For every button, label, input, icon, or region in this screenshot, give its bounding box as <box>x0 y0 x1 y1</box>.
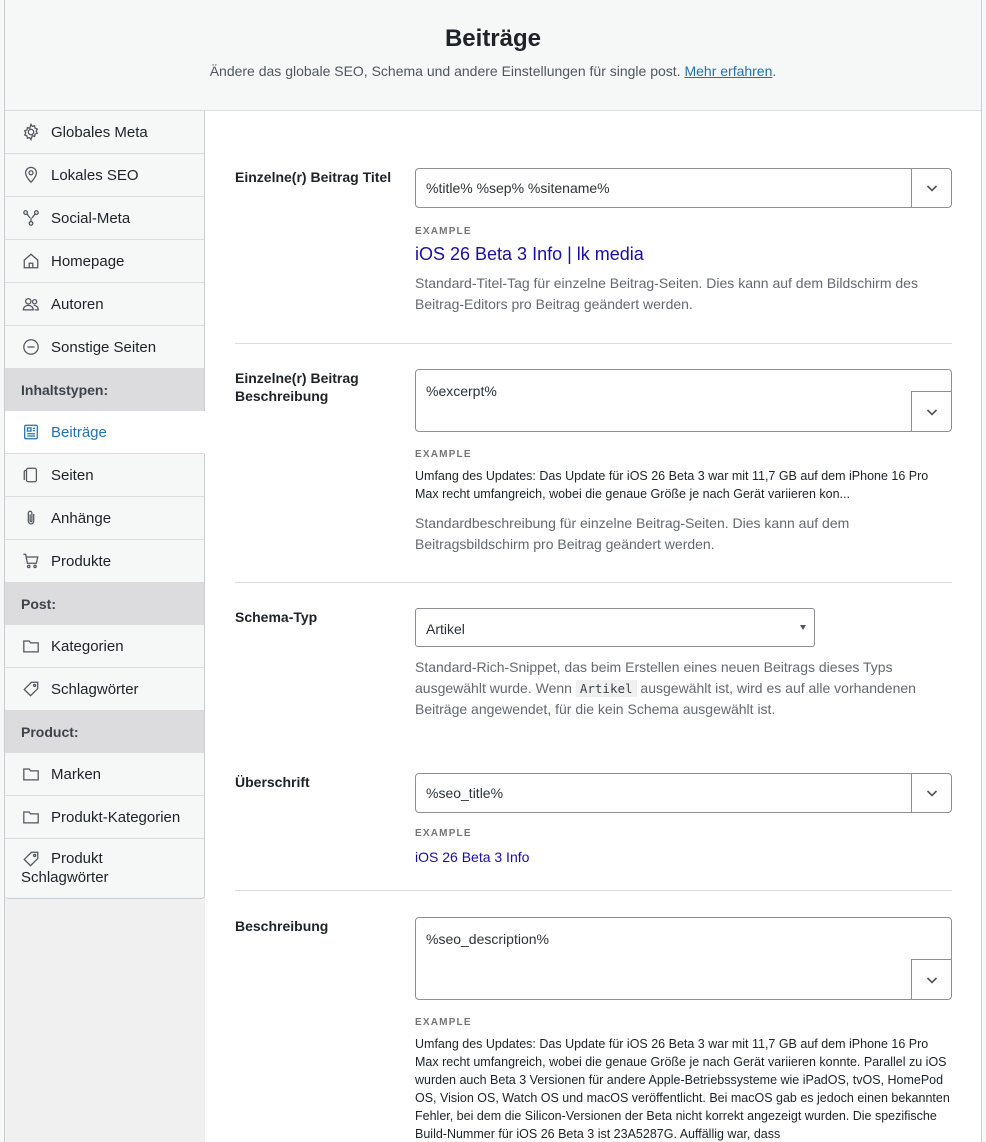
page-icon <box>21 465 41 485</box>
divider <box>235 582 952 583</box>
field-label: Einzelne(r) Beitrag Titel <box>235 169 392 185</box>
post-icon <box>21 422 41 442</box>
sidebar-item-product-categories[interactable] <box>5 796 204 839</box>
field-seo-description <box>415 917 952 1142</box>
example-label: EXAMPLE <box>415 828 472 839</box>
map-pin-icon <box>21 165 41 185</box>
field-schema <box>415 608 952 720</box>
sidebar-item-homepage[interactable] <box>5 240 204 283</box>
headline-input[interactable]: %seo_title% <box>415 773 952 813</box>
example-label: EXAMPLE <box>415 449 472 460</box>
example-description: Umfang des Updates: Das Update für iOS 26 Beta 3 war mit 11,7 GB auf dem iPhone 16 Pro Max recht umfangreich, wobei die genaue Größe je nach Gerät variieren kon... <box>415 469 929 501</box>
page-subtitle: Ändere das globale SEO, Schema und andere Einstellungen für single post. Mehr erfahren. <box>209 63 777 79</box>
sidebar-heading-product: Product: <box>5 711 204 753</box>
sidebar-item-other-pages[interactable] <box>5 326 204 369</box>
field-label: Beschreibung <box>235 918 329 934</box>
chevron-down-icon[interactable] <box>911 169 951 207</box>
tag-icon <box>21 679 41 699</box>
field-label: Einzelne(r) Beitrag Beschreibung <box>235 370 359 404</box>
sidebar-item-attachments[interactable] <box>5 497 204 540</box>
sidebar-item-pages[interactable] <box>5 454 204 497</box>
sidebar-item-tags[interactable] <box>5 668 204 711</box>
field-description: Standard-Rich-Snippet, das beim Erstellen eines neuen Beitrags dieses Typs ausgewählt wurde. Wenn Artikel ausgewählt ist, wird es auf alle vorhandenen Beiträge angewendet, für die kein Schema ausgewählt ist. <box>415 659 916 717</box>
chevron-down-icon[interactable] <box>911 391 951 431</box>
sidebar-item-label: Kategorien <box>51 637 124 655</box>
sidebar-item-categories[interactable] <box>5 625 204 668</box>
caret-down-icon <box>800 625 806 630</box>
sidebar-item-label: Beiträge <box>51 423 107 441</box>
sidebar-item-label: Lokales SEO <box>51 166 139 184</box>
sidebar-item-social-meta[interactable] <box>5 197 204 240</box>
circle-icon <box>21 337 41 357</box>
cart-icon <box>21 551 41 571</box>
example-description: Umfang des Updates: Das Update für iOS 26 Beta 3 war mit 11,7 GB auf dem iPhone 16 Pro Max recht umfangreich, wobei die genaue Größe je nach Gerät variieren konnte. Parallel zu iOS wurden auch Beta 3 Versionen für andere Apple-Betriebssysteme wie iPadOS, tvOS, HomePod OS, Vision OS, Watch OS und macOS veröffentlicht. Bei macOS gab es jedoch einen bekannten Fehler, bei dem die Silicon-Versionen der Beta nicht korrekt angezeigt wurden. Die spezifische Build-Nummer für iOS 26 Beta 3 ist 23A5287G. Auffällig war, dass <box>415 1037 950 1141</box>
paperclip-icon <box>21 508 41 528</box>
sidebar-item-brands[interactable] <box>5 753 204 796</box>
folder-icon <box>21 764 41 784</box>
page-header <box>5 0 981 111</box>
settings-panel <box>4 0 982 1142</box>
sidebar-nav <box>5 111 205 899</box>
field-description: Standard-Titel-Tag für einzelne Beitrag-Seiten. Dies kann auf dem Bildschirm des Beitrag-Editors pro Beitrag geändert werden. <box>415 275 918 312</box>
sidebar-item-local-seo[interactable] <box>5 154 204 197</box>
field-description: Standardbeschreibung für einzelne Beitrag-Seiten. Dies kann auf dem Beitragsbildschirm pro Beitrag geändert werden. <box>415 515 850 552</box>
field-title <box>415 168 952 315</box>
sidebar-item-posts[interactable] <box>5 411 205 454</box>
description-input[interactable]: %excerpt% <box>415 369 952 432</box>
sidebar-item-global-meta[interactable] <box>5 111 204 154</box>
sidebar-item-label: Marken <box>51 765 102 783</box>
sidebar-item-label: Produkte <box>51 552 112 570</box>
gear-icon <box>21 122 41 142</box>
sidebar-item-label: Anhänge <box>51 509 112 527</box>
example-label: EXAMPLE <box>415 1017 472 1028</box>
sidebar-item-label: Produkt-Kategorien <box>51 808 181 826</box>
sidebar-heading-post: Post: <box>5 583 204 625</box>
settings-content <box>205 111 981 1142</box>
field-headline <box>415 773 952 865</box>
title-input[interactable]: %title% %sep% %sitename% <box>415 168 952 208</box>
schema-code: Artikel <box>576 680 637 697</box>
field-label: Schema-Typ <box>235 609 318 625</box>
field-description-group <box>415 369 952 555</box>
divider <box>235 890 952 891</box>
sidebar-item-label: Globales Meta <box>51 123 148 141</box>
example-title: iOS 26 Beta 3 Info | lk media <box>415 244 644 264</box>
share-icon <box>21 208 41 228</box>
page-title: Beiträge <box>444 25 542 52</box>
sidebar-item-label: Autoren <box>51 295 104 313</box>
seo-description-input[interactable]: %seo_description% <box>415 917 952 1000</box>
sidebar-item-products[interactable] <box>5 540 204 583</box>
sidebar-item-label: Schlagwörter <box>51 680 139 698</box>
sidebar-item-label: Produkt Schlagwörter <box>21 850 109 886</box>
folder-icon <box>21 807 41 827</box>
example-title: iOS 26 Beta 3 Info <box>415 849 530 865</box>
field-label: Überschrift <box>235 774 310 790</box>
tag-icon <box>21 849 41 869</box>
sidebar-item-label: Homepage <box>51 252 125 270</box>
sidebar-item-product-tags[interactable] <box>5 839 204 897</box>
folder-icon <box>21 636 41 656</box>
sidebar-item-label: Sonstige Seiten <box>51 338 157 356</box>
sidebar-item-authors[interactable] <box>5 283 204 326</box>
sidebar-item-label: Social-Meta <box>51 209 131 227</box>
learn-more-link[interactable]: Mehr erfahren <box>684 63 773 79</box>
divider <box>235 343 952 344</box>
chevron-down-icon[interactable] <box>911 959 951 999</box>
chevron-down-icon[interactable] <box>911 774 951 812</box>
example-label: EXAMPLE <box>415 226 472 237</box>
home-icon <box>21 251 41 271</box>
sidebar-heading-content-types: Inhaltstypen: <box>5 369 204 411</box>
sidebar-item-label: Seiten <box>51 466 94 484</box>
users-icon <box>21 294 41 314</box>
schema-type-select[interactable]: Artikel <box>415 608 815 647</box>
